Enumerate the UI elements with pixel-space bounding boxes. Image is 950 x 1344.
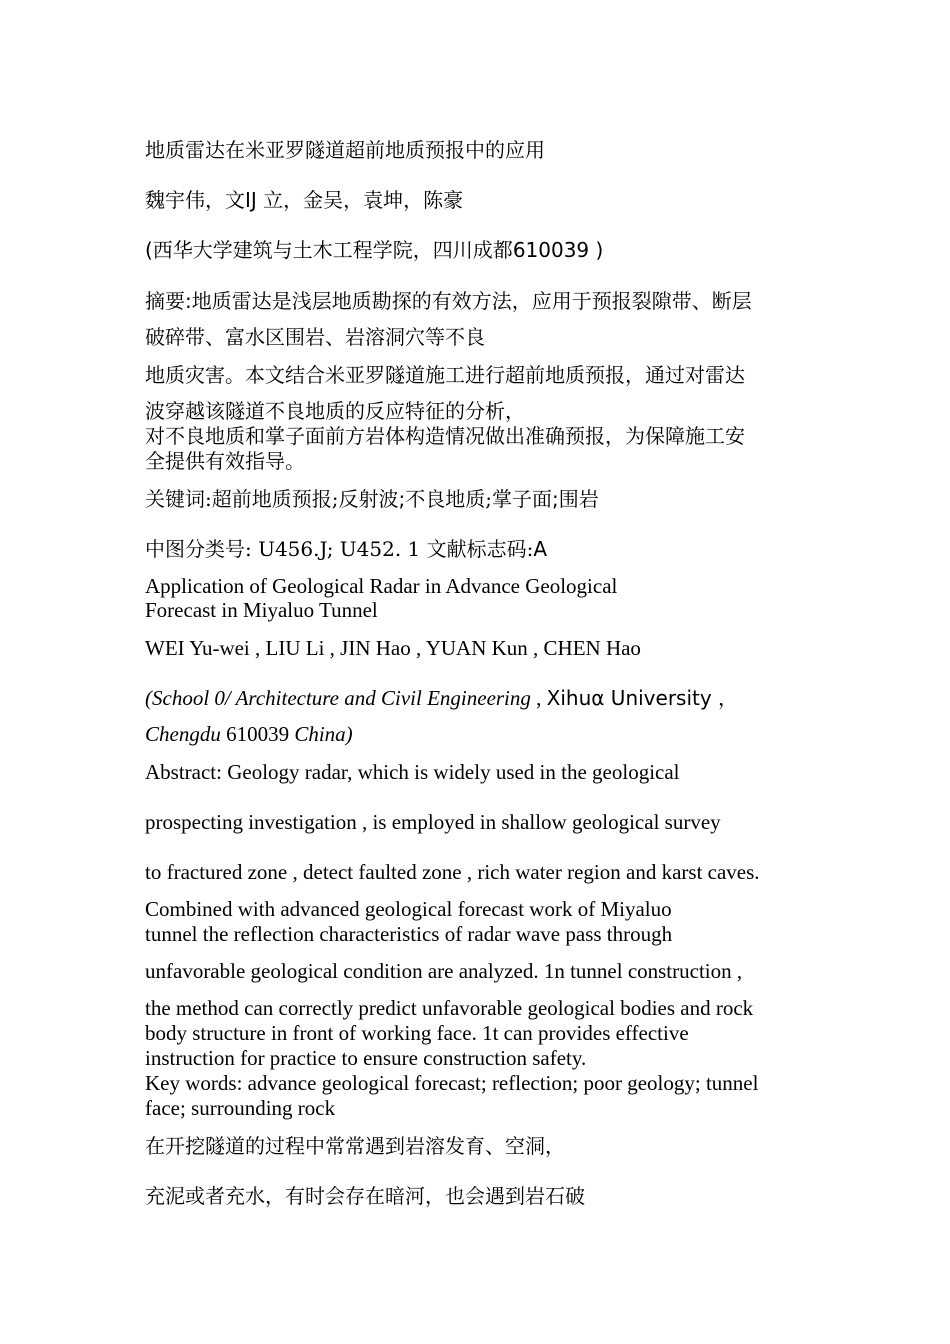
english-abstract-line: instruction for practice to ensure construction safety.: [145, 1046, 587, 1070]
abstract-cn-line: 波穿越该隧道不良地质的反应特征的分析，: [145, 399, 525, 423]
english-abstract-line: the method can correctly predict unfavorable geological bodies and rock: [145, 996, 754, 1020]
english-abstract-line: unfavorable geological condition are analyzed. 1n tunnel construction ,: [145, 959, 743, 983]
abstract-cn-line: 摘要:地质雷达是浅层地质勘探的有效方法，应用于预报裂隙带、断层: [145, 289, 752, 313]
abstract-cn-line: 地质灾害。本文结合米亚罗隧道施工进行超前地质预报，通过对雷达: [145, 363, 745, 387]
english-keywords-line: face; surrounding rock: [145, 1096, 336, 1120]
english-abstract-line: tunnel the reflection characteristics of radar wave pass through: [145, 922, 673, 946]
english-abstract-line: Abstract: Geology radar, which is widely used in the geological: [145, 760, 680, 784]
body-text-line: 充泥或者充水，有时会存在暗河，也会遇到岩石破: [145, 1184, 585, 1208]
english-keywords-line: Key words: advance geological forecast; reflection; poor geology; tunnel: [145, 1071, 759, 1095]
author-list: 魏宇伟，文IJ 立，金吴，袁坤，陈豪: [145, 188, 464, 212]
english-abstract-line: body structure in front of working face. 1t can provides effective: [145, 1021, 689, 1045]
body-text-line: 在开挖隧道的过程中常常遇到岩溶发育、空洞，: [145, 1134, 565, 1158]
abstract-cn-line: 全提供有效指导。: [145, 449, 305, 473]
paper-title: 地质雷达在米亚罗隧道超前地质预报中的应用: [145, 138, 545, 162]
english-abstract-line: to fractured zone , detect faulted zone , rich water region and karst caves.: [145, 860, 760, 884]
english-abstract-line: Combined with advanced geological forecast work of Miyaluo: [145, 897, 672, 921]
english-title-line: Forecast in Miyaluo Tunnel: [145, 598, 378, 622]
affiliation-cn: (西华大学建筑与土木工程学院，四川成都610039 ): [145, 238, 604, 262]
english-abstract-line: prospecting investigation , is employed in shallow geological survey: [145, 810, 721, 834]
abstract-cn-line: 对不良地质和掌子面前方岩体构造情况做出准确预报，为保障施工安: [145, 424, 745, 448]
english-affiliation-line: Chengdu 610039 China): [145, 722, 353, 746]
english-affiliation-line: (School 0/ Architecture and Civil Engineering , Xihuα University ，: [145, 686, 739, 710]
abstract-cn-line: 破碎带、富水区围岩、岩溶洞穴等不良: [145, 325, 485, 349]
keywords-cn: 关键词:超前地质预报;反射波;不良地质;掌子面;围岩: [145, 487, 599, 511]
classification-line: 中图分类号: U456.J; U452. 1 文献标志码:A: [145, 537, 548, 561]
english-title-line: Application of Geological Radar in Advance Geological: [145, 574, 618, 598]
english-authors: WEI Yu-wei , LIU Li , JIN Hao , YUAN Kun , CHEN Hao: [145, 636, 641, 660]
